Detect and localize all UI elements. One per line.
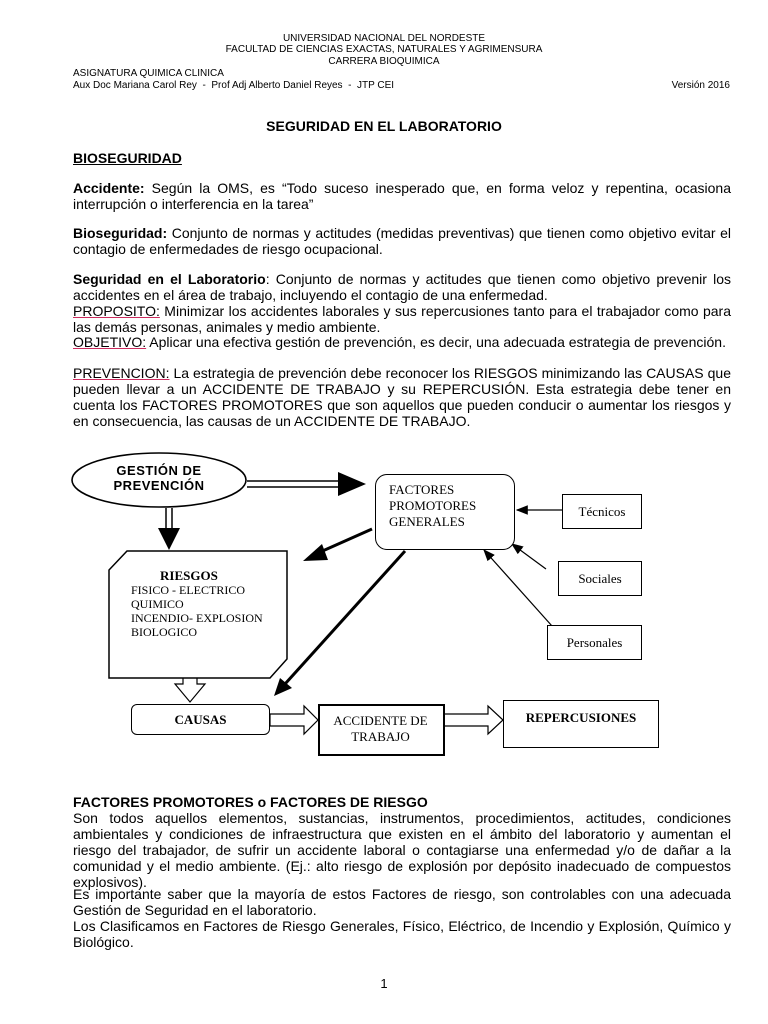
gestion-label-line1: GESTIÓN DE	[116, 463, 202, 478]
text-accidente: Según la OMS, es “Todo suceso inesperado que, en forma veloz y repentina, ocasiona interrupción o interferencia en la tarea”	[73, 180, 731, 212]
riesgos-item: QUIMICO	[131, 597, 184, 611]
arrow-gestion-to-factores	[247, 472, 366, 496]
gestion-label	[72, 463, 246, 493]
riesgos-item: FISICO - ELECTRICO	[131, 583, 245, 597]
label-objetivo: OBJETIVO:	[73, 334, 147, 350]
causas-box: CAUSAS	[131, 704, 270, 735]
paragraph-factores-3: Los Clasificamos en Factores de Riesgo Generales, Físico, Eléctrico, de Incendio y Explosión, Químico y Biológico.	[73, 918, 731, 950]
arrow-personales-to-factores	[484, 550, 552, 626]
text-seguridad: : Conjunto de normas y actitudes que tienen como objetivo prevenir los accidentes en el área de trabajo, incluyendo el contagio de una enfermedad.	[73, 271, 731, 303]
riesgos-title: RIESGOS	[160, 568, 218, 583]
page-number: 1	[380, 976, 388, 991]
label-seguridad: Seguridad en el Laboratorio	[73, 271, 266, 287]
factores-line3: GENERALES	[389, 514, 465, 529]
factores-line1: FACTORES	[389, 482, 455, 497]
sociales-box: Sociales	[558, 561, 642, 596]
section-factores-title: FACTORES PROMOTORES o FACTORES DE RIESGO	[73, 794, 428, 810]
header-staff: Aux Doc Mariana Carol Rey - Prof Adj Alberto Daniel Reyes - JTP CEI	[73, 80, 395, 91]
riesgos-item: INCENDIO- EXPLOSION	[131, 611, 263, 625]
paragraph-accidente	[73, 180, 731, 212]
arrow-factores-to-causas	[274, 551, 405, 696]
arrow-gestion-to-riesgos	[158, 508, 180, 550]
paragraph-proposito	[73, 303, 731, 335]
label-prevencion: PREVENCION:	[73, 365, 170, 381]
page-title: SEGURIDAD EN EL LABORATORIO	[266, 118, 502, 134]
paragraph-factores-2: Es importante saber que la mayoría de estos Factores de riesgo, son controlables con una adecuada Gestión de Seguridad en el laboratorio.	[73, 886, 731, 918]
gestion-label-line2: PREVENCIÓN	[113, 478, 205, 493]
accidente-line1: ACCIDENTE DE	[333, 713, 428, 728]
factores-promotores-label	[389, 482, 476, 530]
personales-box: Personales	[547, 625, 642, 660]
arrow-accidente-to-repercusiones	[441, 706, 503, 734]
factores-line2: PROMOTORES	[389, 498, 477, 513]
label-bioseguridad: Bioseguridad:	[73, 225, 168, 241]
header-version: Versión 2016	[671, 80, 730, 91]
paragraph-seguridad	[73, 271, 731, 303]
label-proposito: PROPOSITO:	[73, 303, 160, 319]
paragraph-bioseguridad	[73, 225, 731, 257]
arrow-causas-to-accidente	[270, 706, 318, 734]
paragraph-prevencion	[73, 365, 731, 429]
header-subject: ASIGNATURA QUIMICA CLINICA	[73, 68, 224, 79]
accidente-line2: TRABAJO	[351, 729, 410, 744]
label-accidente: Accidente:	[73, 180, 145, 196]
header-university: UNIVERSIDAD NACIONAL DEL NORDESTE	[282, 33, 486, 44]
riesgos-item: BIOLOGICO	[131, 625, 197, 639]
text-prevencion: La estrategia de prevención debe reconocer los RIESGOS minimizando las CAUSAS que pueden llevar a un ACCIDENTE DE TRABAJO y su REPERCUSIÓN. Esta estrategia debe tener en cuenta los FACTORES PROMOTORES que son aquellos que pueden conducir o aumentar los riesgos y en consecuencia, las causas de un ACCIDENTE DE TRABAJO.	[73, 365, 731, 429]
section-bioseguridad-title: BIOSEGURIDAD	[73, 150, 182, 166]
text-objetivo: Aplicar una efectiva gestión de prevención, es decir, una adecuada estrategia de prevención.	[146, 334, 726, 350]
repercusiones-box: REPERCUSIONES	[503, 700, 659, 748]
paragraph-factores-1: Son todos aquellos elementos, sustancias, instrumentos, procedimientos, actitudes, condiciones ambientales y condiciones de infraestructura que existen en el ámbito del laboratorio y aumentan el riesgo del trabajador, de sufrir un accidente laboral o contagiarse una enfermedad y/o de dañar a la comunidad y el medio ambiente. (Ej.: alto riesgo de explosión por depósito inadecuado de compuestos explosivos).	[73, 810, 731, 890]
tecnicos-box: Técnicos	[562, 494, 642, 529]
text-bioseguridad: Conjunto de normas y actitudes (medidas preventivas) que tienen como objetivo evitar el contagio de enfermedades de riesgo ocupacional.	[73, 225, 731, 257]
accidente-label	[323, 713, 438, 745]
arrow-sociales-to-factores	[512, 544, 546, 569]
text-proposito: Minimizar los accidentes laborales y sus repercusiones tanto para el trabajador como para las demás personas, animales y medio ambiente.	[73, 303, 731, 335]
riesgos-list	[131, 583, 263, 639]
header-career: CARRERA BIOQUIMICA	[328, 56, 440, 67]
arrow-factores-to-riesgos	[303, 529, 372, 561]
paragraph-objetivo	[73, 334, 731, 350]
header-faculty: FACULTAD DE CIENCIAS EXACTAS, NATURALES Y AGRIMENSURA	[225, 44, 543, 55]
